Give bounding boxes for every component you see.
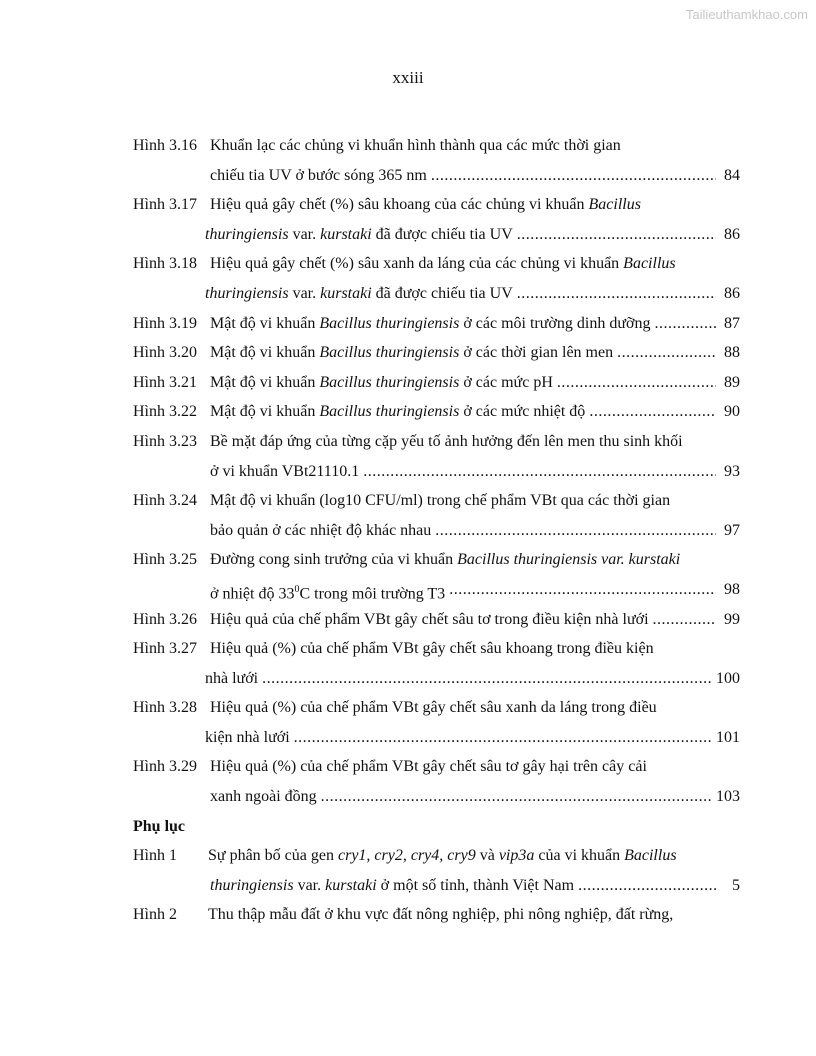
page-ref[interactable]: 101 (716, 728, 740, 746)
toc-entry-3-26[interactable] (133, 605, 740, 635)
figure-title: Mật độ vi khuẩn Bacillus thuringiensis ở các môi trường dinh dưỡng (210, 314, 651, 332)
toc-entry-3-19[interactable] (133, 309, 740, 339)
toc-entry-3-16[interactable] (133, 131, 740, 161)
figure-title: Mật độ vi khuẩn (log10 CFU/ml) trong chế phẩm VBt qua các thời gian (210, 492, 671, 510)
page-ref[interactable]: 86 (724, 225, 740, 243)
figure-title: Hiệu quả (%) của chế phẩm VBt gây chết sâu khoang trong điều kiện (210, 640, 654, 658)
page-ref[interactable]: 89 (724, 373, 740, 391)
figure-label: Hình 2 (133, 906, 177, 924)
figure-title: Mật độ vi khuẩn Bacillus thuringiensis ở các mức nhiệt độ (210, 403, 586, 421)
figure-title: Hiệu quả (%) của chế phẩm VBt gây chết sâu xanh da láng trong điều (210, 699, 657, 717)
figure-title: Mật độ vi khuẩn Bacillus thuringiensis ở các mức pH (210, 373, 553, 391)
toc-entry-3-28[interactable] (133, 693, 740, 723)
toc-entry-3-21[interactable] (133, 368, 740, 398)
page-number: xxiii (392, 68, 424, 87)
dot-leader (435, 516, 716, 546)
page-ref[interactable]: 100 (716, 669, 740, 687)
figure-title: Hiệu quả gây chết (%) sâu xanh da láng của các chủng vi khuẩn Bacillus (210, 255, 676, 273)
figure-label: Hình 3.21 (133, 373, 197, 391)
figure-title-cont: kiện nhà lưới (205, 728, 290, 746)
figure-title: Hiệu quả của chế phẩm VBt gây chết sâu tơ trong điều kiện nhà lưới (210, 610, 649, 628)
figure-label: Hình 3.28 (133, 699, 197, 717)
figure-label: Hình 3.27 (133, 640, 197, 658)
toc-entry-3-17[interactable] (133, 190, 740, 220)
toc-entry-3-27[interactable] (133, 634, 740, 664)
figure-title: Hiệu quả (%) của chế phẩm VBt gây chết sâu tơ gây hại trên cây cải (210, 758, 647, 776)
figure-label: Hình 3.18 (133, 255, 197, 273)
figure-title: Hiệu quả gây chết (%) sâu khoang của các chủng vi khuẩn Bacillus (210, 196, 641, 214)
figure-title: Mật độ vi khuẩn Bacillus thuringiensis ở các thời gian lên men (210, 344, 614, 362)
figure-title-cont: nhà lưới (205, 669, 259, 687)
page-ref[interactable]: 99 (724, 610, 740, 628)
figure-title: Khuẩn lạc các chủng vi khuẩn hình thành qua các mức thời gian (210, 137, 621, 154)
toc-entry-3-29[interactable] (133, 752, 740, 782)
figure-label: Hình 1 (133, 847, 177, 865)
figure-title: Sự phân bố của gen cry1, cry2, cry4, cry9 và vip3a của vi khuẩn Bacillus (208, 847, 677, 865)
figure-title-cont: ở vi khuẩn VBt21110.1 (210, 462, 360, 480)
toc-entry-3-24[interactable] (133, 486, 740, 516)
dot-leader (262, 664, 712, 694)
dot-leader (294, 723, 712, 753)
page-ref[interactable]: 5 (732, 876, 740, 894)
toc-entry-appendix-2[interactable] (133, 900, 740, 930)
figure-title-cont: thuringiensis var. kurstaki đã được chiếu tia UV (205, 284, 513, 302)
page-ref[interactable]: 93 (724, 462, 740, 480)
figure-label: Hình 3.23 (133, 432, 197, 450)
page-ref[interactable]: 97 (724, 521, 740, 539)
figure-label: Hình 3.17 (133, 196, 197, 214)
toc-entry-appendix-1[interactable] (133, 841, 740, 871)
figure-title-cont: xanh ngoài đồng (210, 788, 317, 806)
toc-entry-3-25[interactable] (133, 545, 740, 575)
page-ref[interactable]: 88 (724, 344, 740, 362)
toc-entry-3-22[interactable] (133, 397, 740, 427)
page-ref[interactable]: 103 (716, 788, 740, 806)
figure-title: Thu thập mẫu đất ở khu vực đất nông nghiệp, phi nông nghiệp, đất rừng, (208, 906, 674, 924)
figure-title-cont: bảo quản ở các nhiệt độ khác nhau (210, 521, 432, 539)
dot-leader (617, 338, 716, 368)
page-ref[interactable]: 98 (724, 580, 740, 598)
page-ref[interactable]: 90 (724, 403, 740, 421)
dot-leader (321, 782, 712, 812)
toc-entry-3-20[interactable] (133, 338, 740, 368)
dot-leader (654, 309, 716, 339)
section-heading-appendix: Phụ lục (133, 817, 186, 835)
figure-title: Bề mặt đáp ứng của từng cặp yếu tố ảnh hưởng đến lên men thu sinh khối (210, 432, 683, 450)
page-ref[interactable]: 86 (724, 284, 740, 302)
page-ref[interactable]: 87 (724, 314, 740, 332)
figure-label: Hình 3.25 (133, 551, 197, 569)
dot-leader (589, 397, 716, 427)
figure-label: Hình 3.26 (133, 610, 197, 628)
figure-label: Hình 3.24 (133, 492, 197, 510)
figure-title: Đường cong sinh trưởng của vi khuẩn Bacillus thuringiensis var. kurstaki (210, 551, 681, 569)
dot-leader (557, 368, 716, 398)
dot-leader (363, 457, 716, 487)
page-ref[interactable]: 84 (724, 166, 740, 184)
dot-leader (578, 871, 716, 901)
list-of-figures (133, 131, 740, 930)
watermark: Tailieuthamkhao.com (685, 7, 808, 22)
toc-entry-3-23[interactable] (133, 427, 740, 457)
toc-entry-3-18[interactable] (133, 249, 740, 279)
dot-leader (517, 279, 716, 309)
figure-label: Hình 3.19 (133, 314, 197, 332)
figure-label: Hình 3.20 (133, 344, 197, 362)
dot-leader (517, 220, 716, 250)
figure-title-cont: thuringiensis var. kurstaki ở một số tỉnh, thành Việt Nam (210, 876, 575, 894)
figure-label: Hình 3.22 (133, 403, 197, 421)
figure-label: Hình 3.29 (133, 758, 197, 776)
figure-title-cont: thuringiensis var. kurstaki đã được chiếu tia UV (205, 225, 513, 243)
figure-title-cont: chiếu tia UV ở bước sóng 365 nm (210, 166, 427, 184)
figure-title-cont: ở nhiệt độ $33^0C$ trong môi trường T3 (210, 583, 446, 603)
figure-label: Hình 3.16 (133, 137, 197, 154)
dot-leader (431, 161, 716, 191)
dot-leader (653, 605, 716, 635)
